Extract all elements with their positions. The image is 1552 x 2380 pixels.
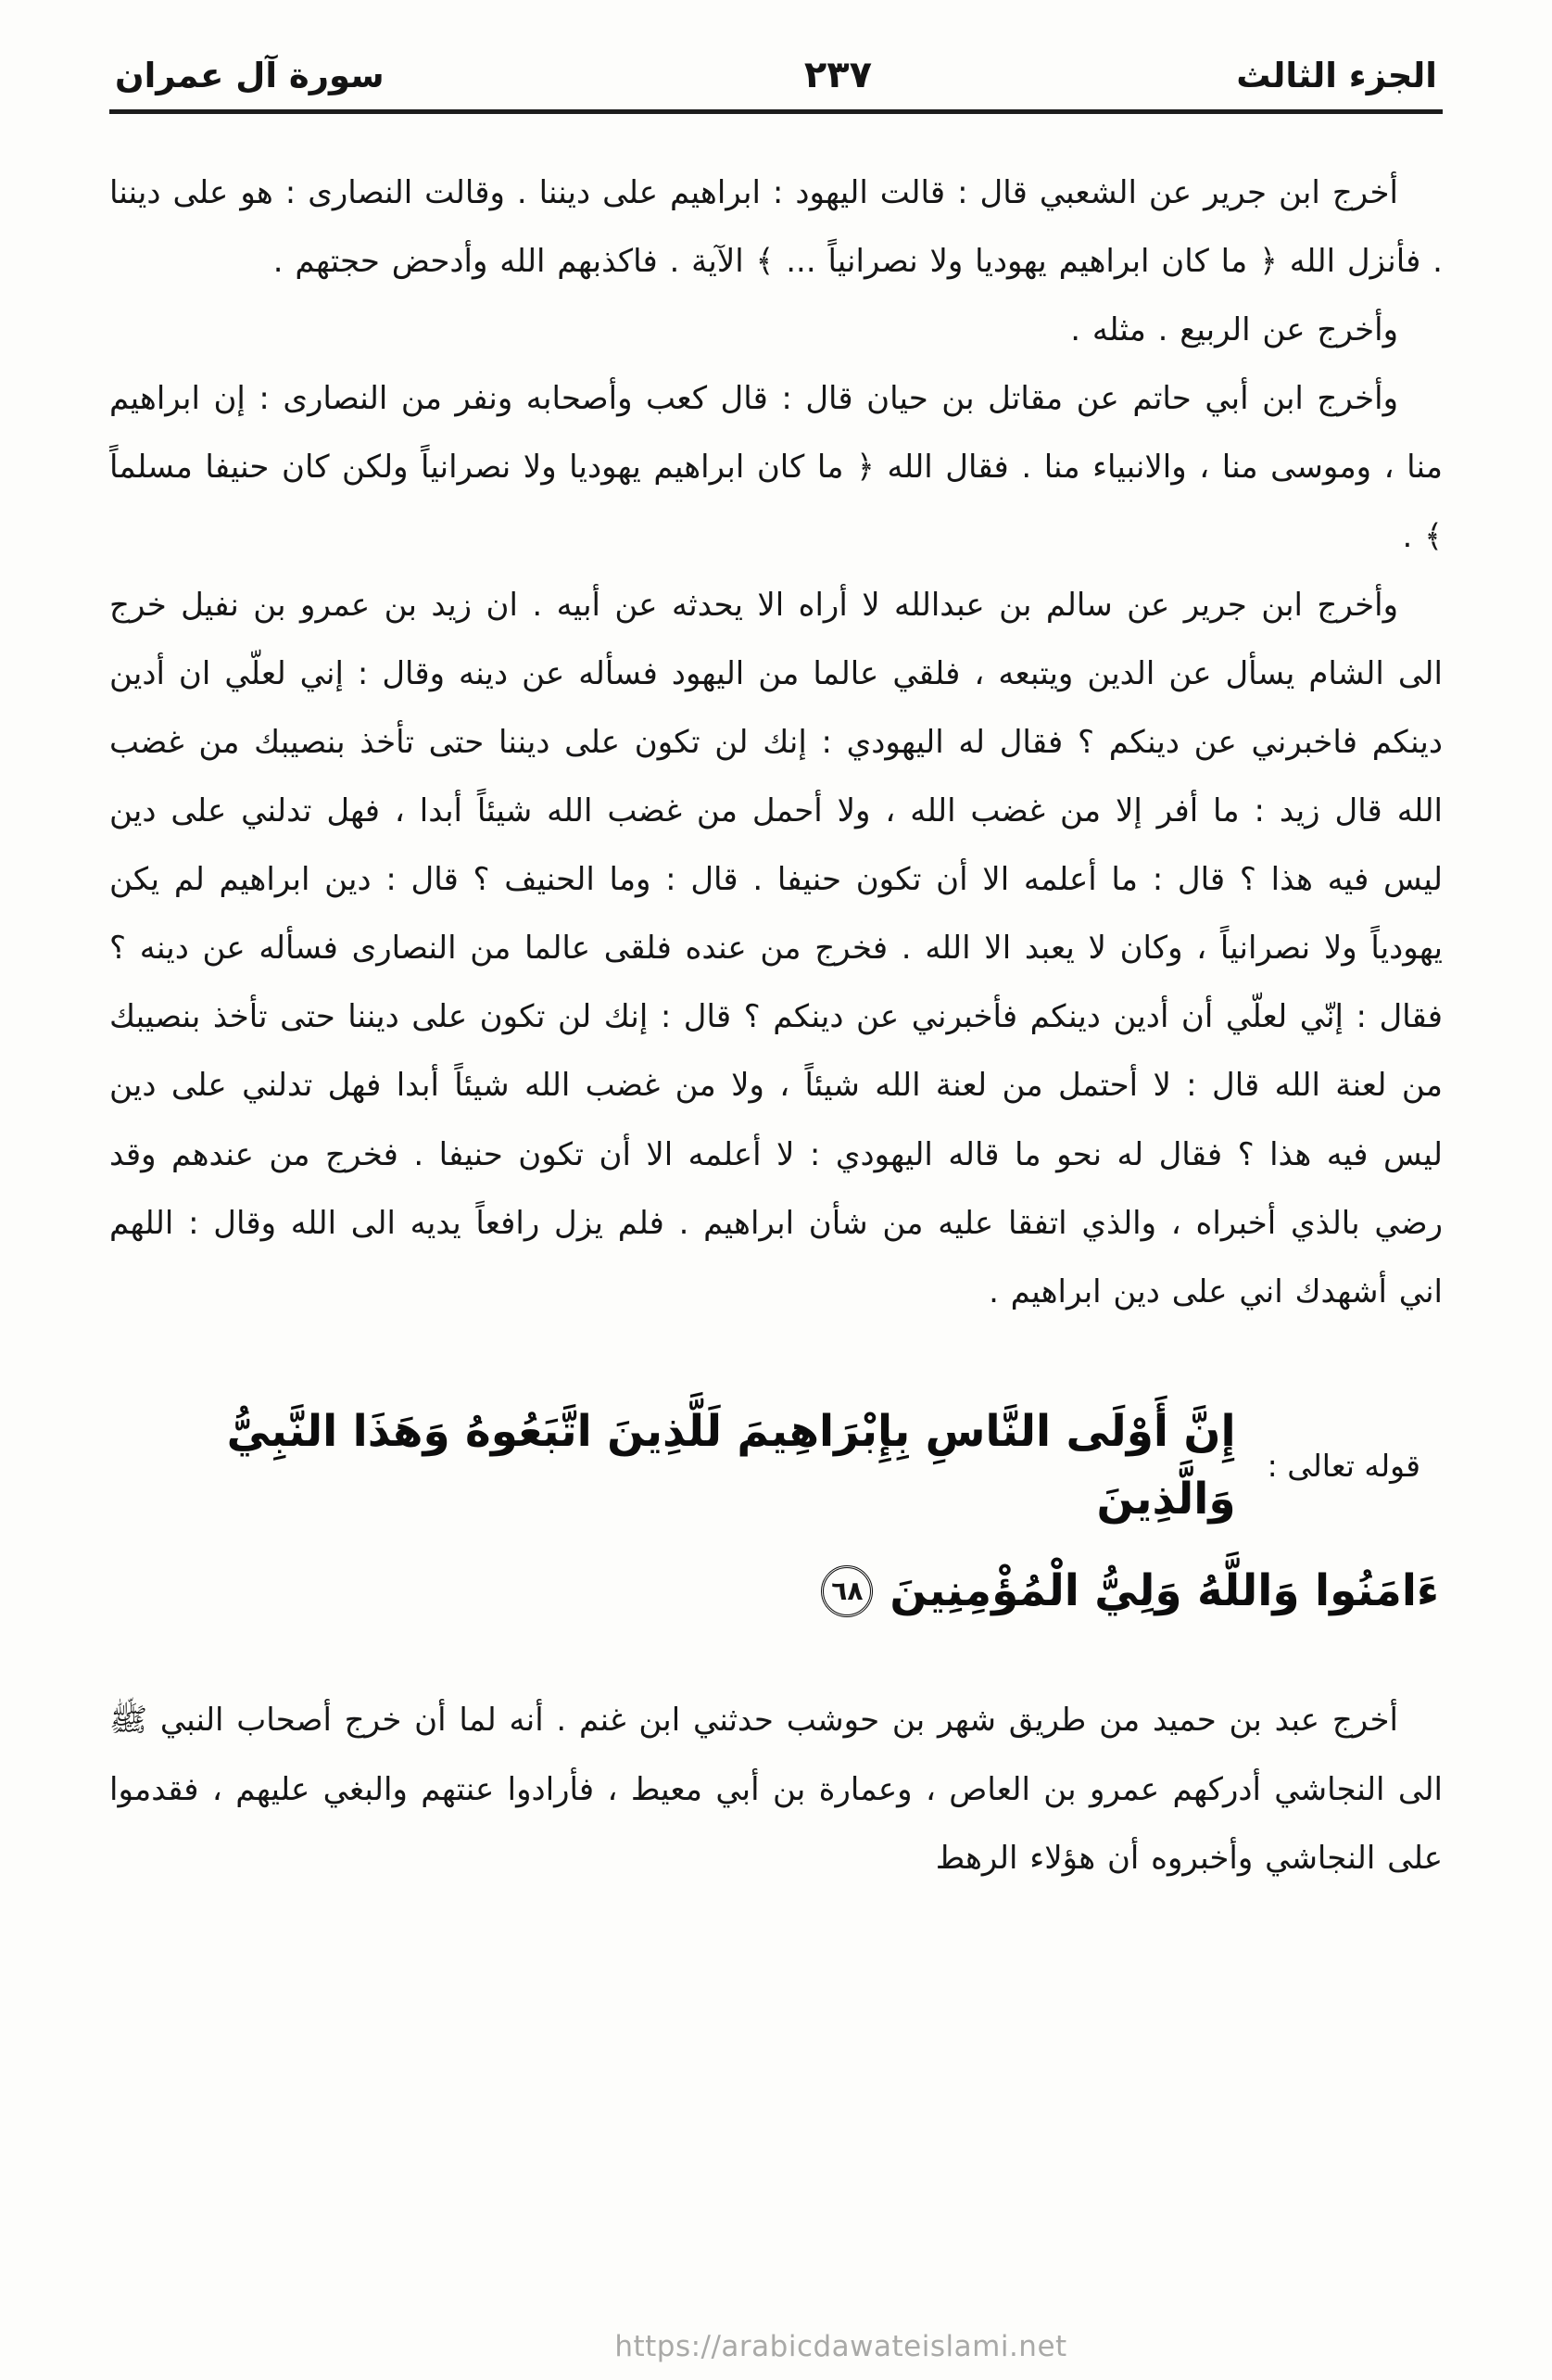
- verse-line-2: [109, 1558, 1443, 1626]
- surah-title: سورة آل عمران: [115, 56, 385, 95]
- verse-intro-label: قوله تعالى :: [1267, 1448, 1420, 1485]
- watermark-url: https://arabicdawateislami.net: [614, 2330, 1067, 2363]
- paragraph-muqatil-narration: وأخرج ابن أبي حاتم عن مقاتل بن حيان قال : قال كعب وأصحابه ونفر من النصارى : إن ابراهيم منا ، وموسى منا ، والانبياء منا . فقال الله ﴿ ما كان ابراهيم يهوديا ولا نصرانياً ولكن كان حنيفا مسلماً ﴾ .: [109, 380, 1443, 555]
- page-header: [109, 54, 1443, 96]
- header-divider: [109, 109, 1443, 114]
- verse-end-ornament: ٦٨: [821, 1565, 873, 1617]
- page-number: ٢٣٧: [803, 54, 873, 96]
- juz-title: الجزء الثالث: [1236, 56, 1437, 95]
- verse-text-line2: ءَامَنُوا وَاللَّهُ وَلِيُّ الْمُؤْمِنِينَ: [890, 1564, 1439, 1616]
- quran-verse-block: [109, 1399, 1443, 1626]
- page-footer: [109, 2330, 1443, 2363]
- verse-line-1: [109, 1399, 1443, 1534]
- page-body: [109, 158, 1443, 1893]
- paragraph-shabi-narration: أخرج ابن جرير عن الشعبي قال : قالت اليهود : ابراهيم على ديننا . وقالت النصارى : هو على ديننا . فأنزل الله ﴿ ما كان ابراهيم يهوديا ولا نصرانياً ... ﴾ الآية . فاكذبهم الله وأدحض حجتهم .: [109, 174, 1443, 281]
- paragraph-zayd-narration: وأخرج ابن جرير عن سالم بن عبدالله لا أراه الا يحدثه عن أبيه . ان زيد بن عمرو بن نفيل خرج الى الشام يسأل عن الدين ويتبعه ، فلقي عالما من اليهود فسأله عن دينه وقال : إني لعلّي ان أدين دينكم فاخبرني عن دينكم ؟ فقال له اليهودي : إنك لن تكون على ديننا حتى تأخذ بنصيبك من غضب الله قال زيد : ما أفر إلا من غضب الله ، ولا أحمل من غضب الله شيئاً أبدا ، فهل تدلني على دين ليس فيه هذا ؟ قال : ما أعلمه الا أن تكون حنيفا . قال : وما الحنيف ؟ قال : دين ابراهيم لم يكن يهودياً ولا نصرانياً ، وكان لا يعبد الا الله . فخرج من عنده فلقى عالما من النصارى فسأله عن دينه ؟ فقال : إنّي لعلّي أن أدين دينكم فأخبرني عن دينكم ؟ قال : إنك لن تكون على ديننا حتى تأخذ بنصيبك من لعنة الله قال : لا أحتمل من لعنة الله شيئاً ، ولا من غضب الله شيئاً أبدا فهل تدلني على دين ليس فيه هذا ؟ فقال له نحو ما قاله اليهودي : لا أعلمه الا أن تكون حنيفا . فخرج من عندهم وقد رضي بالذي أخبراه ، والذي اتفقا عليه من شأن ابراهيم . فلم يزل رافعاً يديه الى الله وقال : اللهم اني أشهدك اني على دين ابراهيم .: [109, 586, 1443, 1310]
- paragraph-rabi-narration: وأخرج عن الربيع . مثله .: [1070, 311, 1398, 349]
- paragraph-najashi-narration: أخرج عبد بن حميد من طريق شهر بن حوشب حدثني ابن غنم . أنه لما أن خرج أصحاب النبي ﷺ الى النجاشي أدركهم عمرو بن العاص ، وعمارة بن أبي معيط ، فأرادوا عنتهم والبغي عليهم ، فقدموا على النجاشي وأخبروه أن هؤلاء الرهط: [109, 1702, 1443, 1877]
- verse-text-line1: إِنَّ أَوْلَى النَّاسِ بِإِبْرَاهِيمَ لَلَّذِينَ اتَّبَعُوهُ وَهَذَا النَّبِيُّ وَالَّذِينَ: [226, 1405, 1236, 1525]
